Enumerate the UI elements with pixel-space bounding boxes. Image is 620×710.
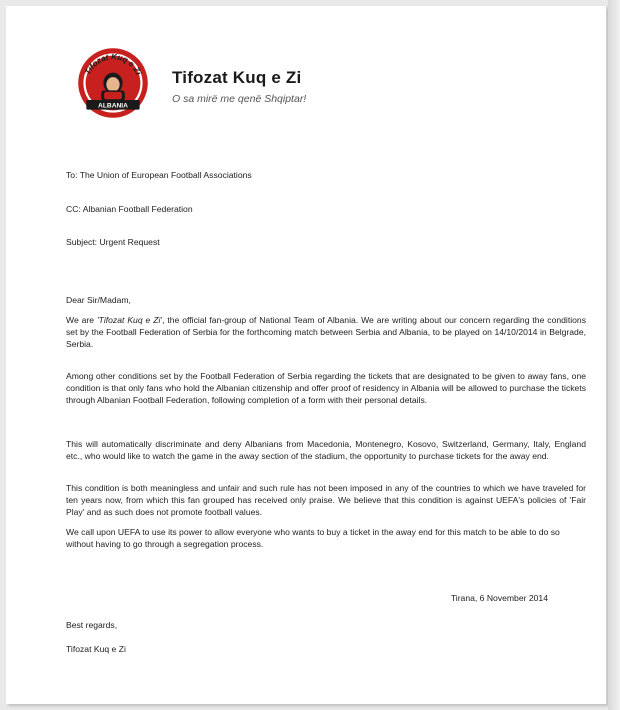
tagline: O sa mirë me qenë Shqiptar! bbox=[172, 93, 307, 105]
subject-line: Subject: Urgent Request bbox=[66, 237, 160, 247]
paragraph-1-body: , the official fan-group of National Team of Albania. We are writing about our concern regarding the conditions set by the Football Federation of Serbia for the forthcoming match between Serbia and Albania, to be played on 14/10/2014 in Belgrade, Serbia. bbox=[66, 315, 586, 349]
paragraph-2: Among other conditions set by the Football Federation of Serbia regarding the tickets that are designated to be given to away fans, one condition is that only fans who hold the Albanian citizenship and offer proof of residency in Albania will be allowed to purchase the tickets through Albanian Football Federation, following completion of a form with their personal details. bbox=[66, 371, 586, 405]
salutation: Dear Sir/Madam, bbox=[66, 295, 131, 305]
svg-text:Tifozat Kuq e Zi: Tifozat Kuq e Zi bbox=[83, 52, 143, 77]
viewer-margin bbox=[608, 0, 620, 710]
paragraph-1 bbox=[66, 315, 586, 350]
org-name: Tifozat Kuq e Zi bbox=[172, 68, 302, 87]
to-line: To: The Union of European Football Associations bbox=[66, 170, 252, 180]
fan-group-logo bbox=[76, 46, 150, 120]
svg-text:ALBANIA: ALBANIA bbox=[98, 102, 128, 110]
letter-page bbox=[6, 6, 607, 704]
paragraph-3: This will automatically discriminate and deny Albanians from Macedonia, Montenegro, Kosovo, Switzerland, Germany, Italy, England etc., who would like to watch the game in the away section of the stadium, the opportunity to purchase tickets for the away end. bbox=[66, 439, 586, 461]
closing: Best regards, bbox=[66, 620, 118, 630]
paragraph-4: This condition is both meaningless and unfair and such rule has not been imposed in any of the countries to which we have traveled for ten years now, from which this fan grouped has received only praise. We believe that this condition is against UEFA's policies of 'Fair Play' and as such does not promote football values. bbox=[66, 483, 586, 517]
place-date: Tirana, 6 November 2014 bbox=[450, 593, 548, 603]
paragraph-5: We call upon UEFA to use its power to allow everyone who wants to buy a ticket in the away end for this match to be able to do so without having to go through a segregation process. bbox=[66, 527, 560, 549]
cc-line: CC: Albanian Football Federation bbox=[66, 204, 193, 214]
paragraph-1-lead: We are bbox=[66, 315, 98, 325]
fan-group-name: 'Tifozat Kuq e Zi' bbox=[97, 315, 163, 325]
signature: Tifozat Kuq e Zi bbox=[66, 644, 126, 654]
